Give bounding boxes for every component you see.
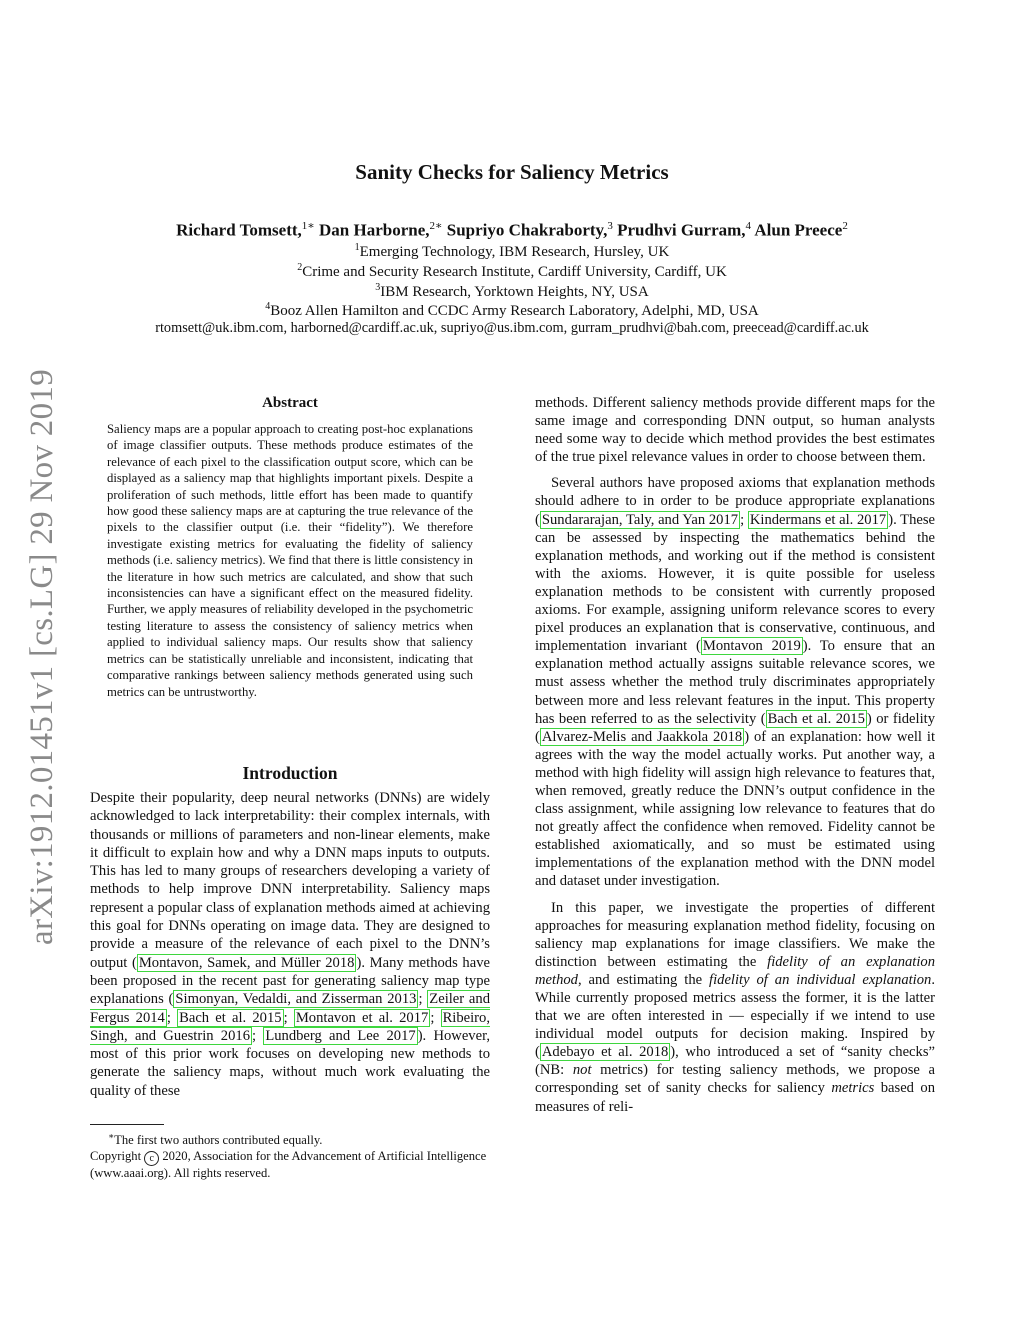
affiliation	[0, 242, 1024, 261]
affiliation-number: 4	[265, 301, 271, 312]
citation-link[interactable]: Alvarez-Melis and Jaakkola 2018	[541, 728, 743, 745]
author-mark: 1∗	[301, 220, 315, 232]
citation-link[interactable]: Zeiler and Fergus 2014	[90, 991, 490, 1026]
citation-link[interactable]: Montavon et al. 2017	[295, 1009, 429, 1026]
abstract-heading: Abstract	[262, 395, 318, 411]
abstract-text: Saliency maps are a popular approach to creating post-hoc explanations of image classifier outputs. These methods produce estimates of the relevance of each pixel to the classification output score, which can be displayed as a saliency map that highlights important pixels. Despite a proliferation of such methods, little effort has been made to quantify how good these saliency maps are at capturing the true relevance of the pixels to the classifier output (i.e. their “fidelity”). We therefore investigate existing metrics for evaluating the fidelity of saliency methods (i.e. saliency metrics). We find that there is little consistency in the literature in how such metrics are calculated, and show that such inconsistencies can have a significant effect on the measured fidelity. Further, we apply measures of reliability developed in the psychometric testing literature to assess the consistency of saliency metrics when applied to individual saliency maps. Our results show that saliency metrics can be statistically unreliable and inconsistent, indicating that comparative rankings between saliency methods generated using such metrics can be untrustworthy.	[107, 422, 473, 699]
author-mark: 3	[607, 220, 613, 232]
citation-link[interactable]: Bach et al. 2015	[179, 1009, 282, 1026]
author-name: Prudhvi Gurram,	[617, 220, 746, 240]
arxiv-stamp: arXiv:1912.01451v1 [cs.LG] 29 Nov 2019	[24, 369, 60, 945]
footnote-rule	[90, 1124, 164, 1125]
author-name: Richard Tomsett,	[176, 220, 302, 240]
footnote	[90, 1129, 490, 1181]
citation-link[interactable]: Ribeiro, Singh, and Guestrin 2016	[90, 1009, 490, 1044]
paper-title: Sanity Checks for Saliency Metrics	[355, 160, 669, 184]
author-mark: 2	[842, 220, 848, 232]
author-list	[0, 219, 1024, 241]
affiliation-number: 3	[375, 282, 381, 293]
citation-link[interactable]: Montavon 2019	[702, 638, 801, 655]
affiliation	[0, 262, 1024, 281]
affiliation-text: IBM Research, Yorktown Heights, NY, USA	[380, 284, 649, 300]
author-mark: 4	[745, 220, 752, 232]
copyright-icon: c	[144, 1151, 159, 1166]
affiliation	[0, 282, 1024, 301]
author-name: Alun Preece	[754, 220, 843, 240]
citation-link[interactable]: Simonyan, Vedaldi, and Zisserman 2013	[175, 991, 417, 1008]
citation-link[interactable]: Lundberg and Lee 2017	[265, 1027, 416, 1044]
citation-link[interactable]: Kindermans et al. 2017	[749, 511, 887, 528]
introduction-heading: Introduction	[242, 763, 338, 783]
affiliation-text: Crime and Security Research Institute, Cardiff University, Cardiff, UK	[302, 264, 727, 280]
footnote-equal-contribution: ∗The first two authors contributed equally.	[108, 1131, 323, 1148]
right-column	[535, 394, 935, 1116]
affiliation	[0, 301, 1024, 320]
body-paragraph: methods. Different saliency methods provide different maps for the same image and corresponding DNN output, so human analysts need some way to decide which method provides the best estimates of the true pixel relevance values in order to choose between them.	[535, 395, 935, 466]
citation-link[interactable]: Sundararajan, Taly, and Yan 2017	[541, 511, 739, 528]
introduction-paragraph: Despite their popularity, deep neural networks (DNNs) are widely acknowledged to lack interpretability: their complex internals, with thousands or millions of parameters and non-linear elements, make it difficult to explain how and why a DNN maps inputs to outputs. This has led to many groups of researchers developing a variety of methods to help improve DNN interpretability. Saliency maps represent a popular class of explanation methods aimed at achieving this goal for DNNs operating on image data. They are designed to provide a measure of the relevance of each pixel to the DNN’s output ( Montavon, Samek, and Müller 2018 ). Many methods have been proposed in the recent past for generating saliency map type explanations ( Simonyan, Vedaldi, and Zisserman 2013 ; Zeiler and Fergus 2014 ; Bach et al. 2015 ; Montavon et al. 2017 ; Ribeiro, Singh, and Guestrin 2016 ; Lundberg and Lee 2017 ). However, most of this prior work focuses on developing new methods to generate the saliency maps, without much work evaluating the quality of these	[90, 790, 491, 1099]
author-name: Supriyo Chakraborty,	[446, 220, 608, 240]
author-emails: rtomsett@uk.ibm.com, harborned@cardiff.ac.uk, supriyo@us.ibm.com, gurram_prudhvi@bah.com, preecead@cardiff.ac.uk	[155, 320, 869, 336]
copyright-notice: Copyright c 2020, Association for the Advancement of Artificial Intelligence (www.aaai.org). All rights reserved.	[90, 1148, 487, 1180]
citation-link[interactable]: Montavon, Samek, and Müller 2018	[138, 954, 355, 971]
affiliation-number: 2	[297, 262, 303, 273]
author-name: Dan Harborne,	[319, 220, 430, 240]
affiliation-text: Booz Allen Hamilton and CCDC Army Research Laboratory, Adelphi, MD, USA	[270, 303, 759, 319]
citation-link[interactable]: Adebayo et al. 2018	[541, 1044, 669, 1061]
author-mark: 2∗	[429, 220, 443, 232]
body-paragraph: In this paper, we investigate the properties of different approaches for measuring explanation method fidelity, focusing on saliency map explanations for image classifiers. We make the distinction between estimating the fidelity of an explanation method, and estimating the fidelity of an individual explanation. While currently proposed metrics assess the former, it is the latter that we are often interested in — especially if we intend to use individual model outputs for decision making. Inspired by ( Adebayo et al. 2018 ), who introduced a set of “sanity checks” (NB: not metrics) for testing saliency methods, we propose a corresponding set of sanity checks for saliency metrics based on measures of reli-	[535, 899, 935, 1115]
body-paragraph: Several authors have proposed axioms that explanation methods should adhere to in order to be produce appropriate explanations ( Sundararajan, Taly, and Yan 2017 ; Kindermans et al. 2017 ). These can be assessed by inspecting the mathematics behind the explanation methods, and working out if the method is consistent with the axioms. However, it is quite possible for useless explanation methods to be consistent with currently proposed axioms. For example, assigning uniform relevance scores to every pixel produces an explanation that is conservative, continuous, and implementation invariant ( Montavon 2019 ). To ensure that an explanation method actually assigns suitable relevance scores, we must assess whether the method truly discriminates appropriately between more and less relevant features in the input. This property has been referred to as the selectivity ( Bach et al. 2015 ) or fidelity ( Alvarez-Melis and Jaakkola 2018 ) of an explanation: how well it agrees with the way the model actually works. Put another way, a method with high fidelity will assign high relevance to features that, when removed, greatly reduce the DNN’s output confidence in the class assignment, while assigning low relevance to features that do not greatly affect the confidence when removed. Fidelity cannot be established axiomatically, and so must be estimated using implementations of the explanation method with the DNN model and dataset under investigation.	[535, 475, 935, 890]
affiliation-text: Emerging Technology, IBM Research, Hursley, UK	[359, 244, 670, 260]
citation-link[interactable]: Bach et al. 2015	[767, 710, 865, 727]
affiliation-number: 1	[354, 242, 360, 253]
